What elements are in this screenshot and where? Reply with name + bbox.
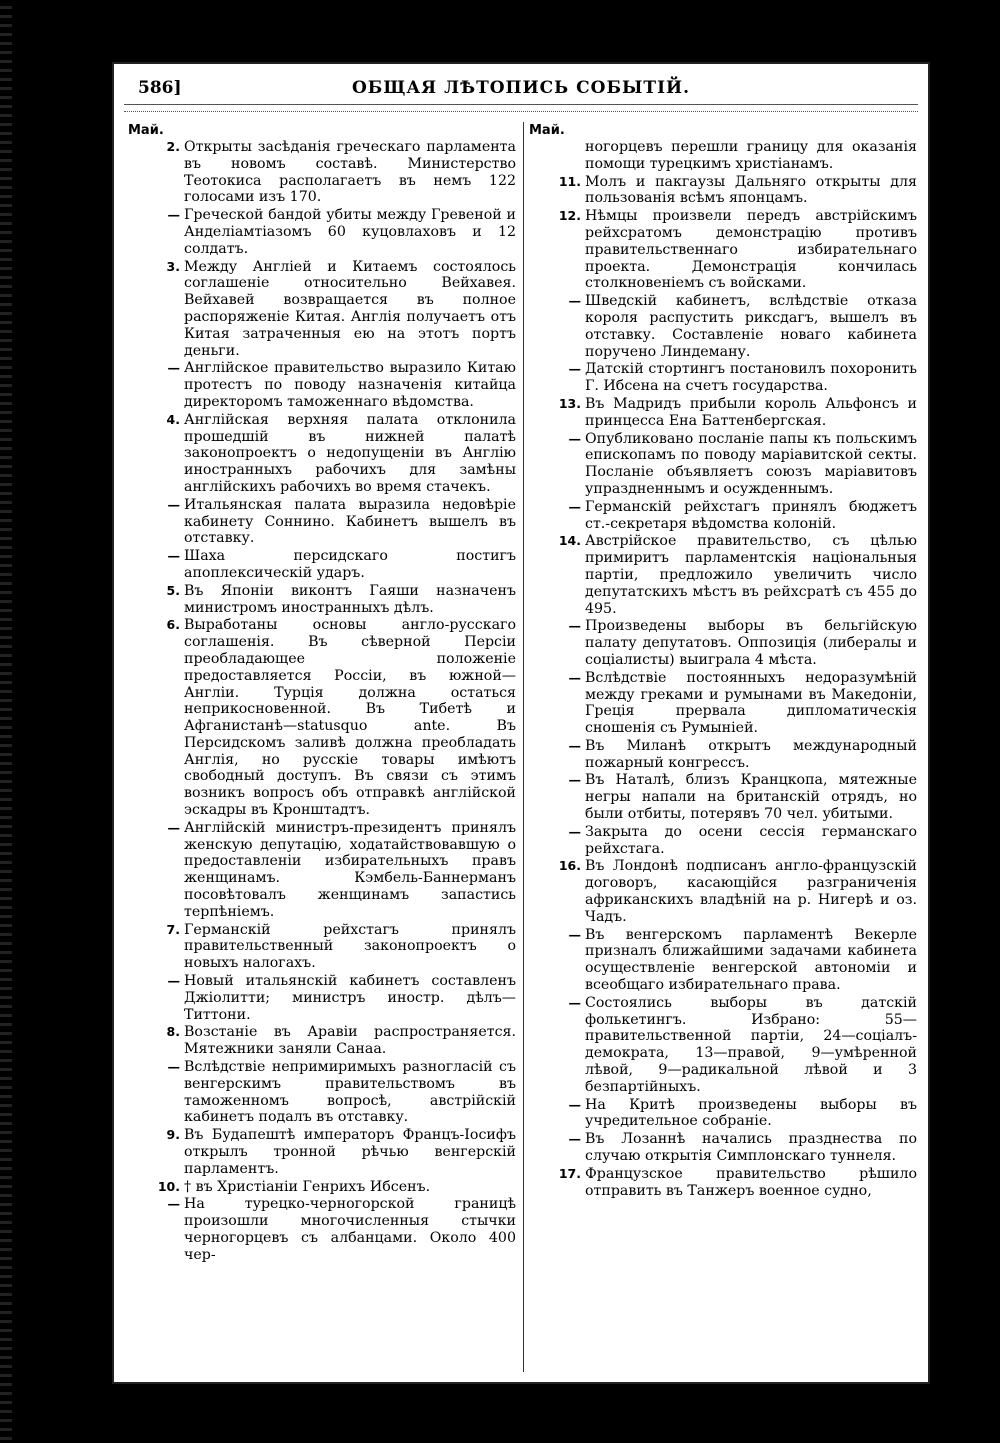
chronicle-entry — [529, 858, 917, 925]
column-divider — [523, 122, 524, 1372]
chronicle-entry — [529, 824, 917, 858]
chronicle-entry — [529, 431, 917, 498]
entry-text: Между Англіей и Китаемъ состоялось соглашеніе относительно Вейхавея. Вейхавей возвращается въ полное распоряженіе Китая. Англія получаетъ отъ Китая затраченныя ею на этотъ портъ деньги. — [184, 258, 516, 359]
entry-date: — — [568, 1131, 581, 1147]
chronicle-entry — [529, 174, 917, 208]
entry-date: 3. — [166, 258, 180, 274]
right-entries — [529, 139, 917, 1199]
entry-date: — — [568, 737, 581, 753]
page-header — [114, 64, 928, 108]
chronicle-entry — [128, 548, 516, 582]
chronicle-entry — [128, 922, 516, 972]
chronicle-entry — [128, 259, 516, 360]
entry-date: — — [568, 994, 581, 1010]
page-number: 586] — [138, 78, 182, 98]
entry-text: На турецко-черногорской границѣ произошли многочисленныя стычки черногорцевъ съ албанцами. Около 400 чер- — [184, 1196, 516, 1263]
header-rule — [124, 104, 918, 112]
chronicle-entry — [529, 1131, 917, 1165]
entry-date: — — [167, 973, 180, 989]
chronicle-entry — [529, 293, 917, 360]
entry-date: 7. — [166, 921, 180, 937]
chronicle-entry — [529, 1166, 917, 1200]
entry-text: † въ Христіаніи Генрихъ Ибсенъ. — [184, 1178, 431, 1195]
entry-text: Германскій рейхстагъ принялъ правительственный законопроектъ о новыхъ налогахъ. — [184, 921, 516, 972]
entry-date: — — [568, 1096, 581, 1112]
entry-text: Германскій рейхстагъ принялъ бюджетъ ст.-секретаря вѣдомства колоній. — [585, 498, 917, 532]
entry-date: — — [167, 548, 180, 564]
left-entries — [128, 139, 516, 1264]
entry-text: Въ Мадридъ прибыли король Альфонсъ и принцесса Ена Баттенбергская. — [585, 395, 917, 429]
month-label: Май. — [529, 123, 565, 138]
chronicle-entry — [128, 1196, 516, 1263]
entry-text: Шведскій кабинетъ, вслѣдствіе отказа короля распустить риксдагъ, вышелъ въ отставку. Составленіе новаго кабинета поручено Линдеману. — [585, 293, 917, 360]
entry-text: Англійская верхняя палата отклонила прошедшій въ нижней палатѣ законопроектъ о недопущеніи въ Англію иностранныхъ рабочихъ для замѣны англійскихъ рабочихъ во время стачекъ. — [184, 411, 516, 495]
month-label: Май. — [128, 123, 164, 138]
chronicle-entry — [529, 927, 917, 994]
entry-text: Въ Наталѣ, близъ Кранцкопа, мятежные негры напали на британскій отрядъ, но были отбиты, потерявъ 70 чел. убитыми. — [585, 772, 917, 823]
entry-date: 6. — [166, 617, 180, 633]
chronicle-entry — [128, 583, 516, 617]
entry-text: Въ Будапештѣ императоръ Францъ-Іосифъ открылъ тронной рѣчью венгерскій парламентъ. — [184, 1127, 516, 1177]
entry-date: — — [167, 819, 180, 835]
chronicle-entry — [128, 412, 516, 496]
chronicle-entry — [128, 497, 516, 547]
entry-date: — — [568, 430, 581, 446]
entry-date: 12. — [558, 208, 581, 224]
entry-date: — — [568, 926, 581, 942]
chronicle-entry — [529, 139, 917, 173]
chronicle-entry — [529, 361, 917, 395]
entry-text: Нѣмцы произвели передъ австрійскимъ рейхсратомъ демонстрацію противъ правительственнаго избирательнаго проекта. Демонстрація кончилась столкновеніемъ съ войсками. — [585, 208, 917, 292]
entry-text: Датскій стортингъ постановилъ похоронить Г. Ибсена на счетъ государства. — [585, 361, 917, 395]
entry-text: Въ Японіи виконтъ Гаяши назначенъ министромъ иностранныхъ дѣлъ. — [184, 582, 516, 616]
entry-text: ногорцевъ перешли границу для оказанія помощи турецкимъ христіанамъ. — [585, 139, 917, 172]
entry-text: Французское правительство рѣшило отправить въ Танжеръ военное судно, — [585, 1165, 917, 1199]
entry-text: Произведены выборы въ бельгійскую палату депутатовъ. Оппозиція (либералы и соціалисты) выиграла 4 мѣста. — [585, 618, 917, 668]
entry-text: Въ Лозаннѣ начались празднества по случаю открытія Симплонскаго туннеля. — [585, 1131, 917, 1165]
entry-date: 10. — [157, 1178, 180, 1194]
chronicle-entry — [529, 618, 917, 668]
entry-date: 8. — [166, 1024, 180, 1040]
entry-date: — — [568, 498, 581, 514]
chronicle-entry — [529, 1097, 917, 1131]
chronicle-entry — [128, 207, 516, 257]
entry-text: На Критѣ произведены выборы въ учредительное собраніе. — [585, 1096, 917, 1130]
entry-date: — — [568, 669, 581, 685]
chronicle-entry — [128, 1127, 516, 1177]
entry-text: Англійскій министръ-президентъ принялъ женскую депутацію, ходатайствовавшую о предоставленіи избирательныхъ правъ женщинамъ. Кэмбель-Баннерманъ посовѣтовалъ женщинамъ запастись терпѣніемъ. — [184, 819, 516, 920]
book-page — [112, 62, 930, 1384]
chronicle-entry — [529, 396, 917, 430]
entry-date: 11. — [558, 173, 581, 189]
entry-text: Итальянская палата выразила недовѣріе кабинету Соннино. Кабинетъ вышелъ въ отставку. — [184, 496, 516, 547]
entry-text: Въ венгерскомъ парламентѣ Векерле призналъ ближайшими задачами кабинета осуществленіе венгерской автономіи и всеобщаго избирательнаго права. — [585, 926, 917, 994]
entry-date: 17. — [558, 1165, 581, 1181]
chronicle-entry — [128, 139, 516, 206]
entry-text: Греческой бандой убиты между Гревеной и Анделіамтіазомъ 60 куцовлаховъ и 12 солдатъ. — [184, 207, 516, 257]
entry-date: — — [568, 772, 581, 788]
running-title: ОБЩАЯ ЛѢТОПИСЬ СОБЫТІЙ. — [352, 78, 690, 98]
entry-date: 13. — [558, 395, 581, 411]
chronicle-entry — [529, 533, 917, 617]
entry-date: — — [167, 207, 180, 223]
chronicle-entry — [128, 1024, 516, 1058]
entry-text: Возстаніе въ Аравіи распространяется. Мятежники заняли Санаа. — [184, 1024, 516, 1058]
entry-text: Австрійское правительство, съ цѣлью примиритъ парламентскія національныя партіи, предложило увеличить число депутатскихъ мѣстъ въ рейхсратѣ съ 455 до 495. — [585, 533, 917, 617]
entry-date: 4. — [166, 411, 180, 427]
chronicle-entry — [128, 1179, 516, 1196]
entry-text: Опубликовано посланіе папы къ польскимъ епископамъ по поводу маріавитской секты. Посланіе объявляетъ союзъ маріавитовъ упраздненнымъ и осужденнымъ. — [585, 430, 917, 497]
entry-date: — — [568, 823, 581, 839]
chronicle-entry — [529, 208, 917, 292]
entry-text: Вслѣдствіе непримиримыхъ разногласій съ венгерскимъ правительствомъ въ таможенномъ вопросѣ, австрійскій кабинетъ подалъ въ отставку. — [184, 1059, 516, 1126]
entry-text: Открыты засѣданія греческаго парламента въ новомъ составѣ. Министерство Теотокиса располагаетъ въ немъ 122 голосами изъ 170. — [184, 139, 516, 206]
entry-date: — — [167, 360, 180, 376]
chronicle-entry — [529, 995, 917, 1096]
left-column — [128, 122, 516, 1265]
entry-text: Въ Лондонѣ подписанъ англо-французскій договоръ, касающійся разграниченія африканскихъ владѣній на р. Нигерѣ и оз. Чадъ. — [585, 858, 917, 925]
entry-text: Въ Миланѣ открытъ международный пожарный конгрессъ. — [585, 737, 917, 771]
chronicle-entry — [529, 772, 917, 822]
chronicle-entry — [128, 973, 516, 1023]
chronicle-entry — [128, 1059, 516, 1126]
entry-date: — — [167, 496, 180, 512]
entry-date: — — [568, 293, 581, 309]
entry-date: 5. — [166, 582, 180, 598]
entry-date: 9. — [166, 1127, 180, 1143]
entry-date: — — [568, 361, 581, 377]
entry-text: Вслѣдствіе постоянныхъ недоразумѣній между греками и румынами въ Македоніи, Греція прервала дипломатическія сношенія съ Румыніей. — [585, 669, 917, 737]
entry-date: — — [167, 1059, 180, 1075]
chronicle-entry — [128, 820, 516, 921]
entry-text: Новый итальянскій кабинетъ составленъ Джіолитти; министръ иностр. дѣлъ—Титтони. — [184, 973, 516, 1023]
entry-text: Выработаны основы англо-русскаго соглашенія. Въ сѣверной Персіи преобладающее положеніе предоставляется Россіи, въ южной—Англіи. Турція должна остаться неприкосновенной. Въ Тибетѣ и Афганистанѣ—statusquo ante. Въ Персидскомъ заливѣ должна преобладать Англія, но русскіе товары имѣютъ свободный доступъ. Въ связи съ этимъ возникъ вопросъ объ отправкѣ англійской эскадры въ Кронштадтъ. — [184, 617, 516, 819]
chronicle-entry — [529, 499, 917, 533]
entry-text: Шаха персидскаго постигъ апоплексическій ударъ. — [184, 548, 516, 581]
scan-edge — [0, 0, 12, 1443]
entry-date: 2. — [166, 139, 180, 154]
entry-text: Состоялись выборы въ датскій фолькетингъ. Избрано: 55—правительственной партіи, 24—соціалъ-демократа, 13—правой, 9—умѣренной лѣвой, 9—радикальной лѣвой и 3 безпартійныхъ. — [585, 994, 917, 1095]
entry-date: 16. — [558, 858, 581, 874]
entry-date: — — [568, 618, 581, 634]
entry-text: Англійское правительство выразило Китаю протестъ по поводу назначенія китайца директоромъ таможеннаго вѣдомства. — [184, 360, 516, 410]
right-column — [529, 122, 917, 1200]
entry-text: Молъ и пакгаузы Дальняго открыты для пользованія всѣмъ японцамъ. — [585, 173, 917, 207]
entry-date: 14. — [558, 533, 581, 549]
entry-date: — — [167, 1196, 180, 1212]
entry-text: Закрыта до осени сессія германскаго рейхстага. — [585, 823, 917, 857]
chronicle-entry — [529, 670, 917, 737]
chronicle-entry — [128, 617, 516, 819]
chronicle-entry — [128, 360, 516, 410]
chronicle-entry — [529, 738, 917, 772]
